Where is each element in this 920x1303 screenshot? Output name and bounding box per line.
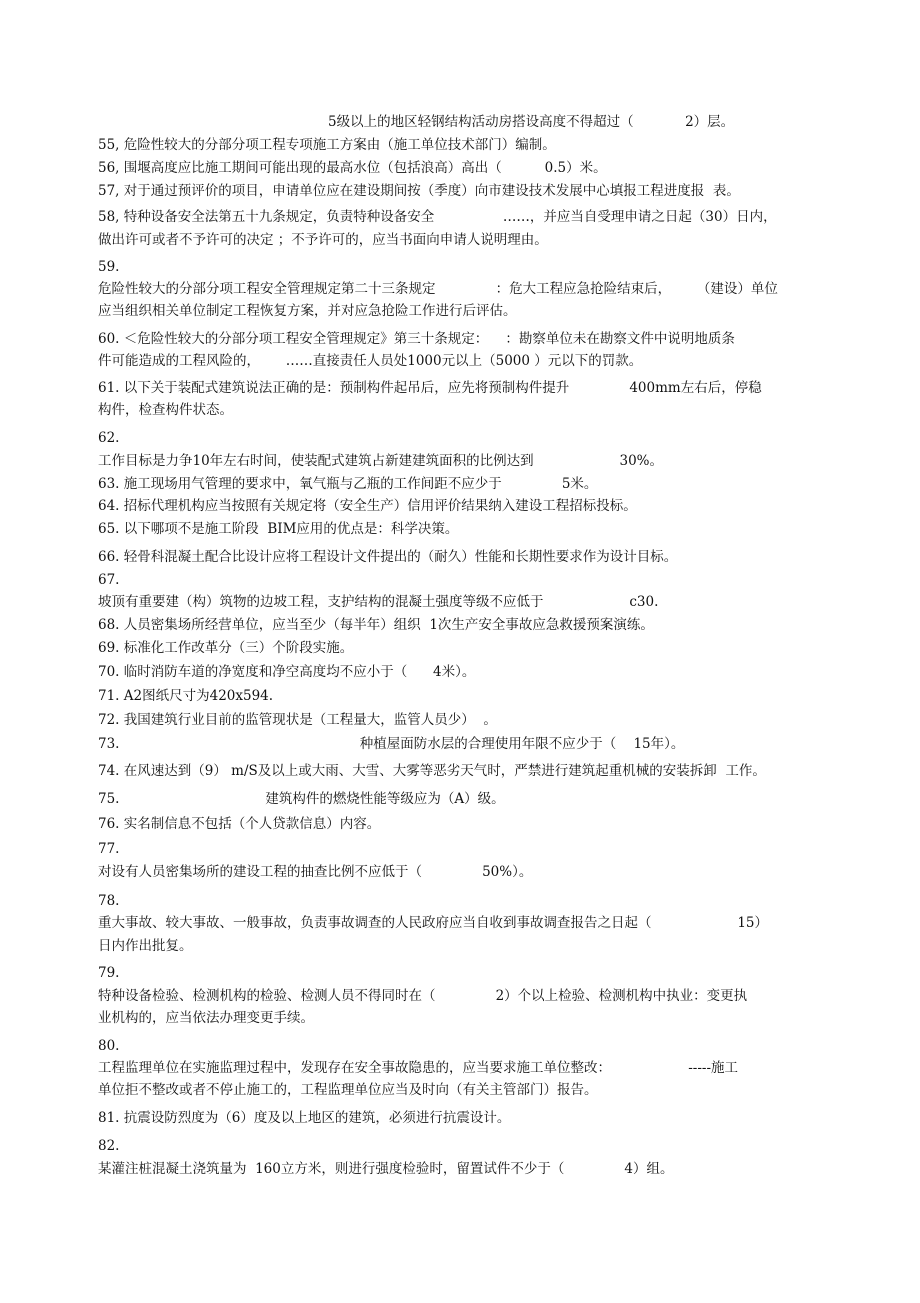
text-line: 60. ＜危险性较大的分部分项工程安全管理规定》第三十条规定： ：勘察单位未在勘察文件中说明地质条	[98, 331, 735, 347]
text-line: 应当组织相关单位制定工程恢复方案，并对应急抢险工作进行后评估。	[98, 303, 517, 319]
text-line: 61. 以下关于装配式建筑说法正确的是：预制构件起吊后，应先将预制构件提升 400mm左右后，停稳	[98, 380, 762, 396]
text-line: 81. 抗震设防烈度为（6）度及以上地区的建筑，必须进行抗震设计。	[98, 1110, 511, 1126]
text-line: 重大事故、较大事故、一般事故，负责事故调查的人民政府应当自收到事故调查报告之日起（ 15）	[98, 915, 769, 931]
text-line: 业机构的，应当依法办理变更手续。	[98, 1010, 314, 1026]
text-line: 件可能造成的工程风险的， ……直接责任人员处1000元以上（5000 ）元以下的罚款。	[98, 353, 643, 369]
text-line: 63. 施工现场用气管理的要求中，氧气瓶与乙瓶的工作间距不应少于 5米。	[98, 476, 598, 492]
text-line: 做出许可或者不予许可的决定 ；不予许可的，应当书面向申请人说明理由。	[98, 232, 548, 248]
text-line: 78.	[98, 893, 120, 909]
text-line: 工程监理单位在实施监理过程中，发现存在安全事故隐患的，应当要求施工单位整改： -----施工	[98, 1060, 739, 1076]
text-line: 日内作出批复。	[98, 938, 193, 954]
text-line: 82.	[98, 1138, 120, 1154]
text-line: 72. 我国建筑行业目前的监管现状是（工程量大，监管人员少） 。	[98, 712, 497, 728]
text-line: 76. 实名制信息不包括（个人贷款信息）内容。	[98, 816, 381, 832]
text-line: 73. 种植屋面防水层的合理使用年限不应少于（ 15年）。	[98, 736, 685, 752]
text-line: 75. 建筑构件的燃烧性能等级应为（A）级。	[98, 791, 505, 807]
text-line: 79.	[98, 965, 120, 981]
text-line: 77.	[98, 841, 120, 857]
text-line: 56, 围堰高度应比施工期间可能出现的最高水位（包括浪高）高出（ 0.5）米。	[98, 160, 607, 176]
text-line: 58, 特种设备安全法第五十九条规定，负责特种设备安全 ……，并应当自受理申请之日起（30）日内，	[98, 209, 777, 225]
text-line: 特种设备检验、检测机构的检验、检测人员不得同时在（ 2）个以上检验、检测机构中执业：变更执	[98, 988, 748, 1004]
text-line: 68. 人员密集场所经营单位，应当至少（每半年）组织 1次生产安全事故应急救援预案演练。	[98, 617, 654, 633]
text-line: 66. 轻骨科混凝土配合比设计应将工程设计文件提出的（耐久）性能和长期性要求作为设计目标。	[98, 549, 678, 565]
text-line: 某灌注桩混凝土浇筑量为 160立方米，则进行强度检验时，留置试件不少于（ 4）组。	[98, 1161, 674, 1177]
text-line: 坡顶有重要建（构）筑物的边坡工程，支护结构的混凝土强度等级不应低于 c30.	[98, 594, 659, 610]
text-line: 危险性较大的分部分项工程安全管理规定第二十三条规定 ：危大工程应急抢险结束后， （建设）单位	[98, 281, 778, 297]
text-line: 单位拒不整改或者不停止施工的，工程监理单位应当及时向（有关主管部门）报告。	[98, 1082, 598, 1098]
text-line: 69. 标准化工作改革分（三）个阶段实施。	[98, 640, 354, 656]
text-line: 71. A2图纸尺寸为420x594.	[98, 688, 274, 704]
text-line: 55, 危险性较大的分部分项工程专项施工方案由（施工单位技术部门）编制。	[98, 137, 556, 153]
text-line: 57, 对于通过预评价的项目，申请单位应在建设期间按（季度）向市建设技术发展中心填报工程进度报 表。	[98, 183, 740, 199]
text-line: 65. 以下哪项不是施工阶段 BIM应用的优点是：科学决策。	[98, 521, 459, 537]
text-line: 构件，检查构件状态。	[98, 402, 233, 418]
text-line: 59.	[98, 259, 120, 275]
text-line: 62.	[98, 430, 120, 446]
text-line: 67.	[98, 572, 120, 588]
text-line: 80.	[98, 1038, 120, 1054]
text-line: 工作目标是力争10年左右时间，使装配式建筑占新建建筑面积的比例达到 30%。	[98, 453, 664, 469]
text-line: 对设有人员密集场所的建设工程的抽查比例不应低于（ 50%）。	[98, 864, 533, 880]
text-line: 70. 临时消防车道的净宽度和净空高度均不应小于（ 4米）。	[98, 664, 476, 680]
text-line: 5级以上的地区轻钢结构活动房搭设高度不得超过（ 2）层。	[328, 114, 735, 130]
text-line: 74. 在风速达到（9） m/S及以上或大雨、大雪、大雾等恶劣天气时，严禁进行建筑起重机械的安装拆卸 工作。	[98, 763, 766, 779]
text-line: 64. 招标代理机构应当按照有关规定将（安全生产）信用评价结果纳入建设工程招标投标。	[98, 498, 637, 514]
